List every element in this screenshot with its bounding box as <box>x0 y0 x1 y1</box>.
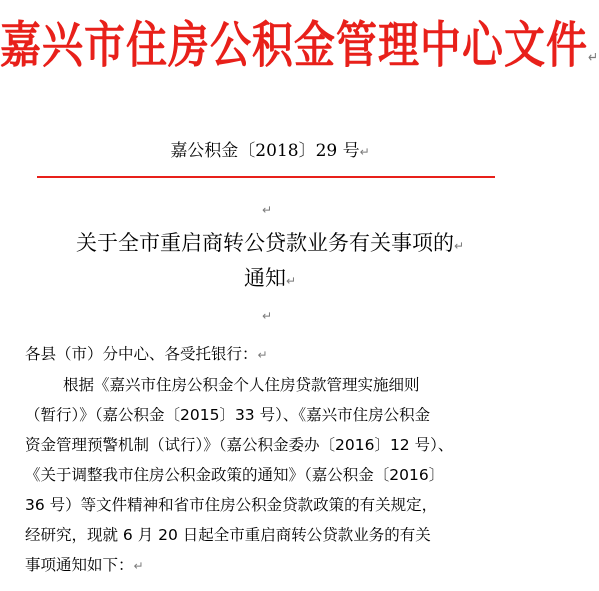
red-divider-line <box>37 176 495 178</box>
notice-body <box>25 339 525 581</box>
paragraph-mark: ↵ <box>359 145 370 159</box>
body-line: 经研究，现就 6 月 20 日起全市重启商转公贷款业务的有关 <box>25 526 431 544</box>
paragraph-mark: ↵ <box>262 203 273 217</box>
document-number-text: 嘉公积金〔2018〕29 号 <box>170 141 360 161</box>
body-line: 《关于调整我市住房公积金政策的通知》（嘉公积金〔2016〕 <box>25 466 445 484</box>
body-line: 36 号）等文件精神和省市住房公积金贷款政策的有关规定， <box>25 496 438 514</box>
header-title-text: 嘉兴市住房公积金管理中心文件 <box>0 16 588 74</box>
document-number <box>0 140 540 163</box>
notice-title-line: 关于全市重启商转公贷款业务有关事项的↵ <box>75 231 465 255</box>
salutation: 各县（市）分中心、各受托银行：↵ <box>25 345 268 363</box>
document-header-title <box>0 14 599 88</box>
body-line: 根据《嘉兴市住房公积金个人住房贷款管理实施细则 <box>63 376 420 394</box>
paragraph-mark: ↵ <box>453 239 465 253</box>
notice-title-line: 通知↵ <box>243 266 297 290</box>
paragraph-mark: ↵ <box>257 348 268 362</box>
body-line: 资金管理预警机制（试行）》（嘉公积金委办〔2016〕12 号）、 <box>25 436 454 454</box>
paragraph-mark: ↵ <box>133 559 144 573</box>
paragraph-mark: ↵ <box>285 274 297 288</box>
paragraph-mark: ↵ <box>262 309 273 323</box>
body-line-last: 事项通知如下：↵ <box>25 556 144 574</box>
body-line: （暂行）》（嘉公积金〔2015〕33 号）、《嘉兴市住房公积金 <box>25 406 431 424</box>
notice-title <box>0 227 540 297</box>
paragraph-mark: ↵ <box>588 48 599 66</box>
